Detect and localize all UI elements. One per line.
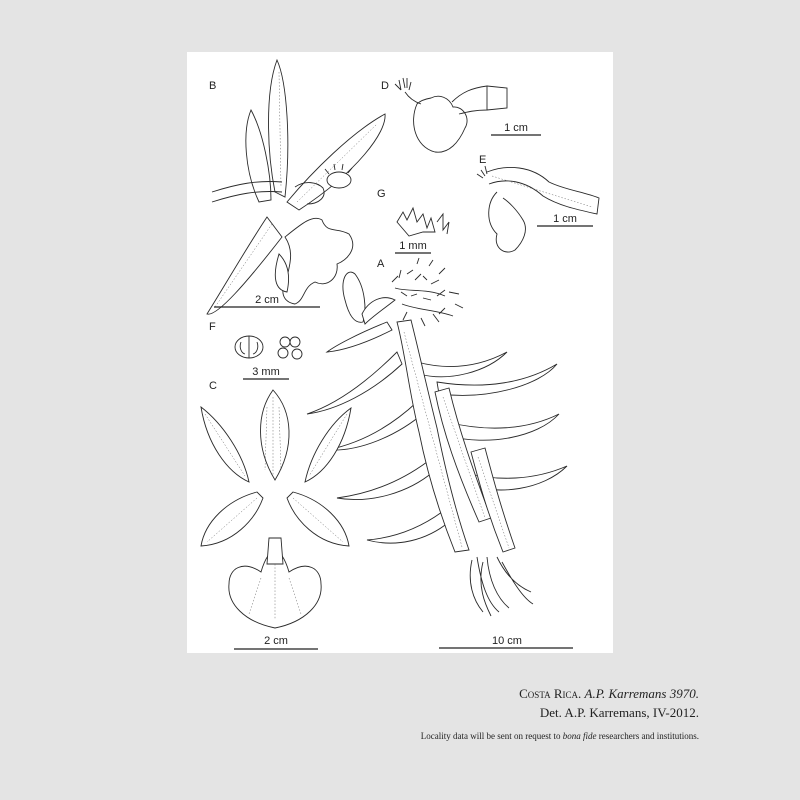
- panel-f-pollinia: [235, 336, 302, 359]
- collector-number: A.P. Karremans 3970.: [584, 686, 699, 701]
- scale-label-b: 2 cm: [255, 294, 279, 306]
- panel-label-b: B: [209, 80, 217, 92]
- botanical-drawing: [187, 52, 613, 653]
- panel-a-plant: [307, 258, 567, 616]
- panel-label-g: G: [377, 188, 386, 200]
- specimen-line: [421, 684, 699, 703]
- scale-label-g: 1 mm: [399, 240, 427, 252]
- specimen-caption: [421, 684, 699, 741]
- panel-c-perianth: [201, 390, 351, 628]
- scale-label-e: 1 cm: [553, 213, 577, 225]
- panel-d-column: [395, 78, 507, 152]
- panel-label-c: C: [209, 380, 217, 392]
- panel-label-f: F: [209, 321, 216, 333]
- scale-label-d: 1 cm: [504, 122, 528, 134]
- panel-g-detail: [397, 208, 449, 236]
- panel-e-section: [477, 166, 599, 252]
- locality-note: Locality data will be sent on request to bona fide researchers and institutions.: [420, 731, 699, 741]
- panel-label-d: D: [381, 80, 389, 92]
- panel-b-flower: [207, 60, 385, 314]
- illustration-plate: [187, 52, 613, 653]
- country-name: Costa Rica.: [519, 686, 582, 701]
- determination-line: Det. A.P. Karremans, IV-2012.: [539, 705, 699, 720]
- panel-label-e: E: [479, 154, 487, 166]
- panel-label-a: A: [377, 258, 385, 270]
- scale-label-a: 10 cm: [492, 635, 522, 647]
- scale-label-f: 3 mm: [252, 366, 280, 378]
- scale-label-c: 2 cm: [264, 635, 288, 647]
